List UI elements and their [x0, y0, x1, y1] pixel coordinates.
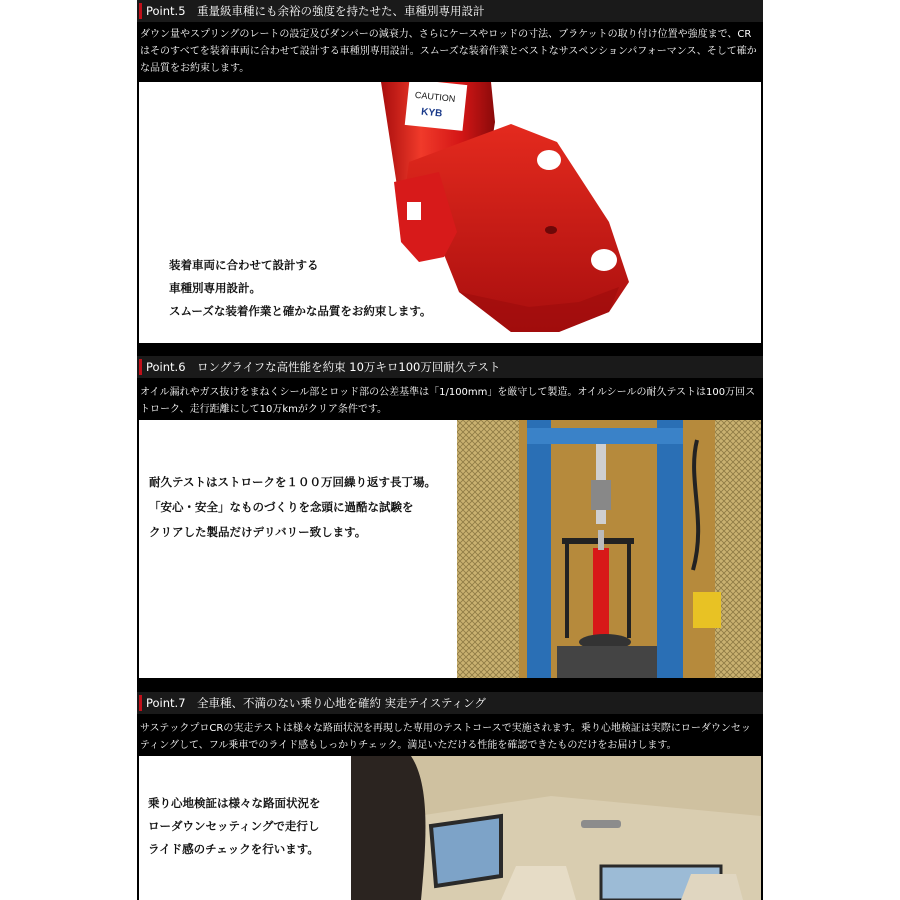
point7-caption-line: ローダウンセッティングで走行し [148, 819, 320, 833]
yellow-bin [693, 592, 721, 628]
point5-description: ダウン量やスプリングのレートの設定及びダンパーの減衰力、さらにケースやロッドの寸法、ブラケットの取り付け位置や強度まで、CRはそのすべてを装着車両に合わせて設計する車種別専用設計。スムーズな装着作業とベストなサスペンションパフォーマンス、そして確かな品質をお約束します。 [140, 29, 757, 74]
point5-image-panel [139, 82, 761, 343]
accent-bar [139, 3, 142, 19]
point7-image-panel [139, 756, 761, 900]
durability-test-rig-photo [457, 420, 761, 678]
point6-caption [149, 470, 436, 545]
sticker-kyb-text: KYB [420, 106, 443, 120]
point5-caption-line: 装着車両に合わせて設計する [169, 258, 319, 272]
point5-caption [169, 254, 431, 323]
point7-caption-line: ライド感のチェックを行います。 [148, 842, 319, 856]
point6-heading: Point.6 ロングライフな高性能を約束 10万キロ100万回耐久テスト [146, 360, 501, 374]
point5-heading: Point.5 重量級車種にも余裕の強度を持たせた、車種別専用設計 [146, 4, 485, 18]
seat [681, 874, 743, 900]
accent-bar [139, 359, 142, 375]
mesh-fence-left [457, 420, 519, 678]
rig-base [557, 646, 657, 678]
bolt-hole-lower [591, 249, 617, 271]
point7-heading: Point.7 全車種、不満のない乗り心地を確約 実走テイスティング [146, 696, 486, 710]
driver-head-silhouette [351, 756, 425, 900]
ceiling-light [581, 820, 621, 828]
bolt-hole-upper [537, 150, 561, 170]
point6-caption-line: 耐久テストはストロークを１００万回繰り返す長丁場。 [149, 475, 437, 489]
accent-bar [139, 695, 142, 711]
point6-caption-line: 「安心・安全」なものづくりを念頭に過酷な試験を [149, 500, 414, 514]
point7-header [137, 692, 763, 714]
point6-description: オイル漏れやガス抜けをまねくシール部とロッド部の公差基準は「1/100mm」を厳守して製造。オイルシールの耐久テストは100万回ストローク、走行距離にして10万kmがクリア条件です。 [140, 387, 756, 415]
content-column [137, 0, 763, 900]
point5-caption-line: スムーズな装着作業と確かな品質をお約束します。 [169, 304, 432, 318]
point7-caption-line: 乗り心地検証は様々な路面状況を [148, 796, 321, 810]
tab-slot [407, 202, 421, 220]
mesh-fence-right [715, 420, 761, 678]
caution-sticker [405, 82, 467, 131]
rig-column-left [527, 420, 551, 678]
point7-caption [148, 792, 321, 861]
point6-header [137, 356, 763, 378]
van-interior-photo [351, 756, 761, 900]
sticker-caution-text: CAUTION [414, 89, 456, 104]
point5-header [137, 0, 763, 22]
small-hole [545, 226, 557, 234]
point6-caption-line: クリアした製品だけデリバリー致します。 [149, 525, 367, 539]
point5-caption-line: 車種別専用設計。 [169, 281, 261, 295]
red-shock-under-test [593, 548, 609, 638]
rig-column-right [657, 420, 683, 678]
point6-image-panel [139, 420, 761, 678]
rig-crossbar [527, 428, 683, 444]
point7-description: サステックプロCRの実走テストは様々な路面状況を再現した専用のテストコースで実施されます。乗り心地検証は実際にローダウンセッティングして、フル乗車でのライド感もしっかりチェック。満足いただける性能を確認できたものだけをお届けします。 [140, 723, 751, 751]
